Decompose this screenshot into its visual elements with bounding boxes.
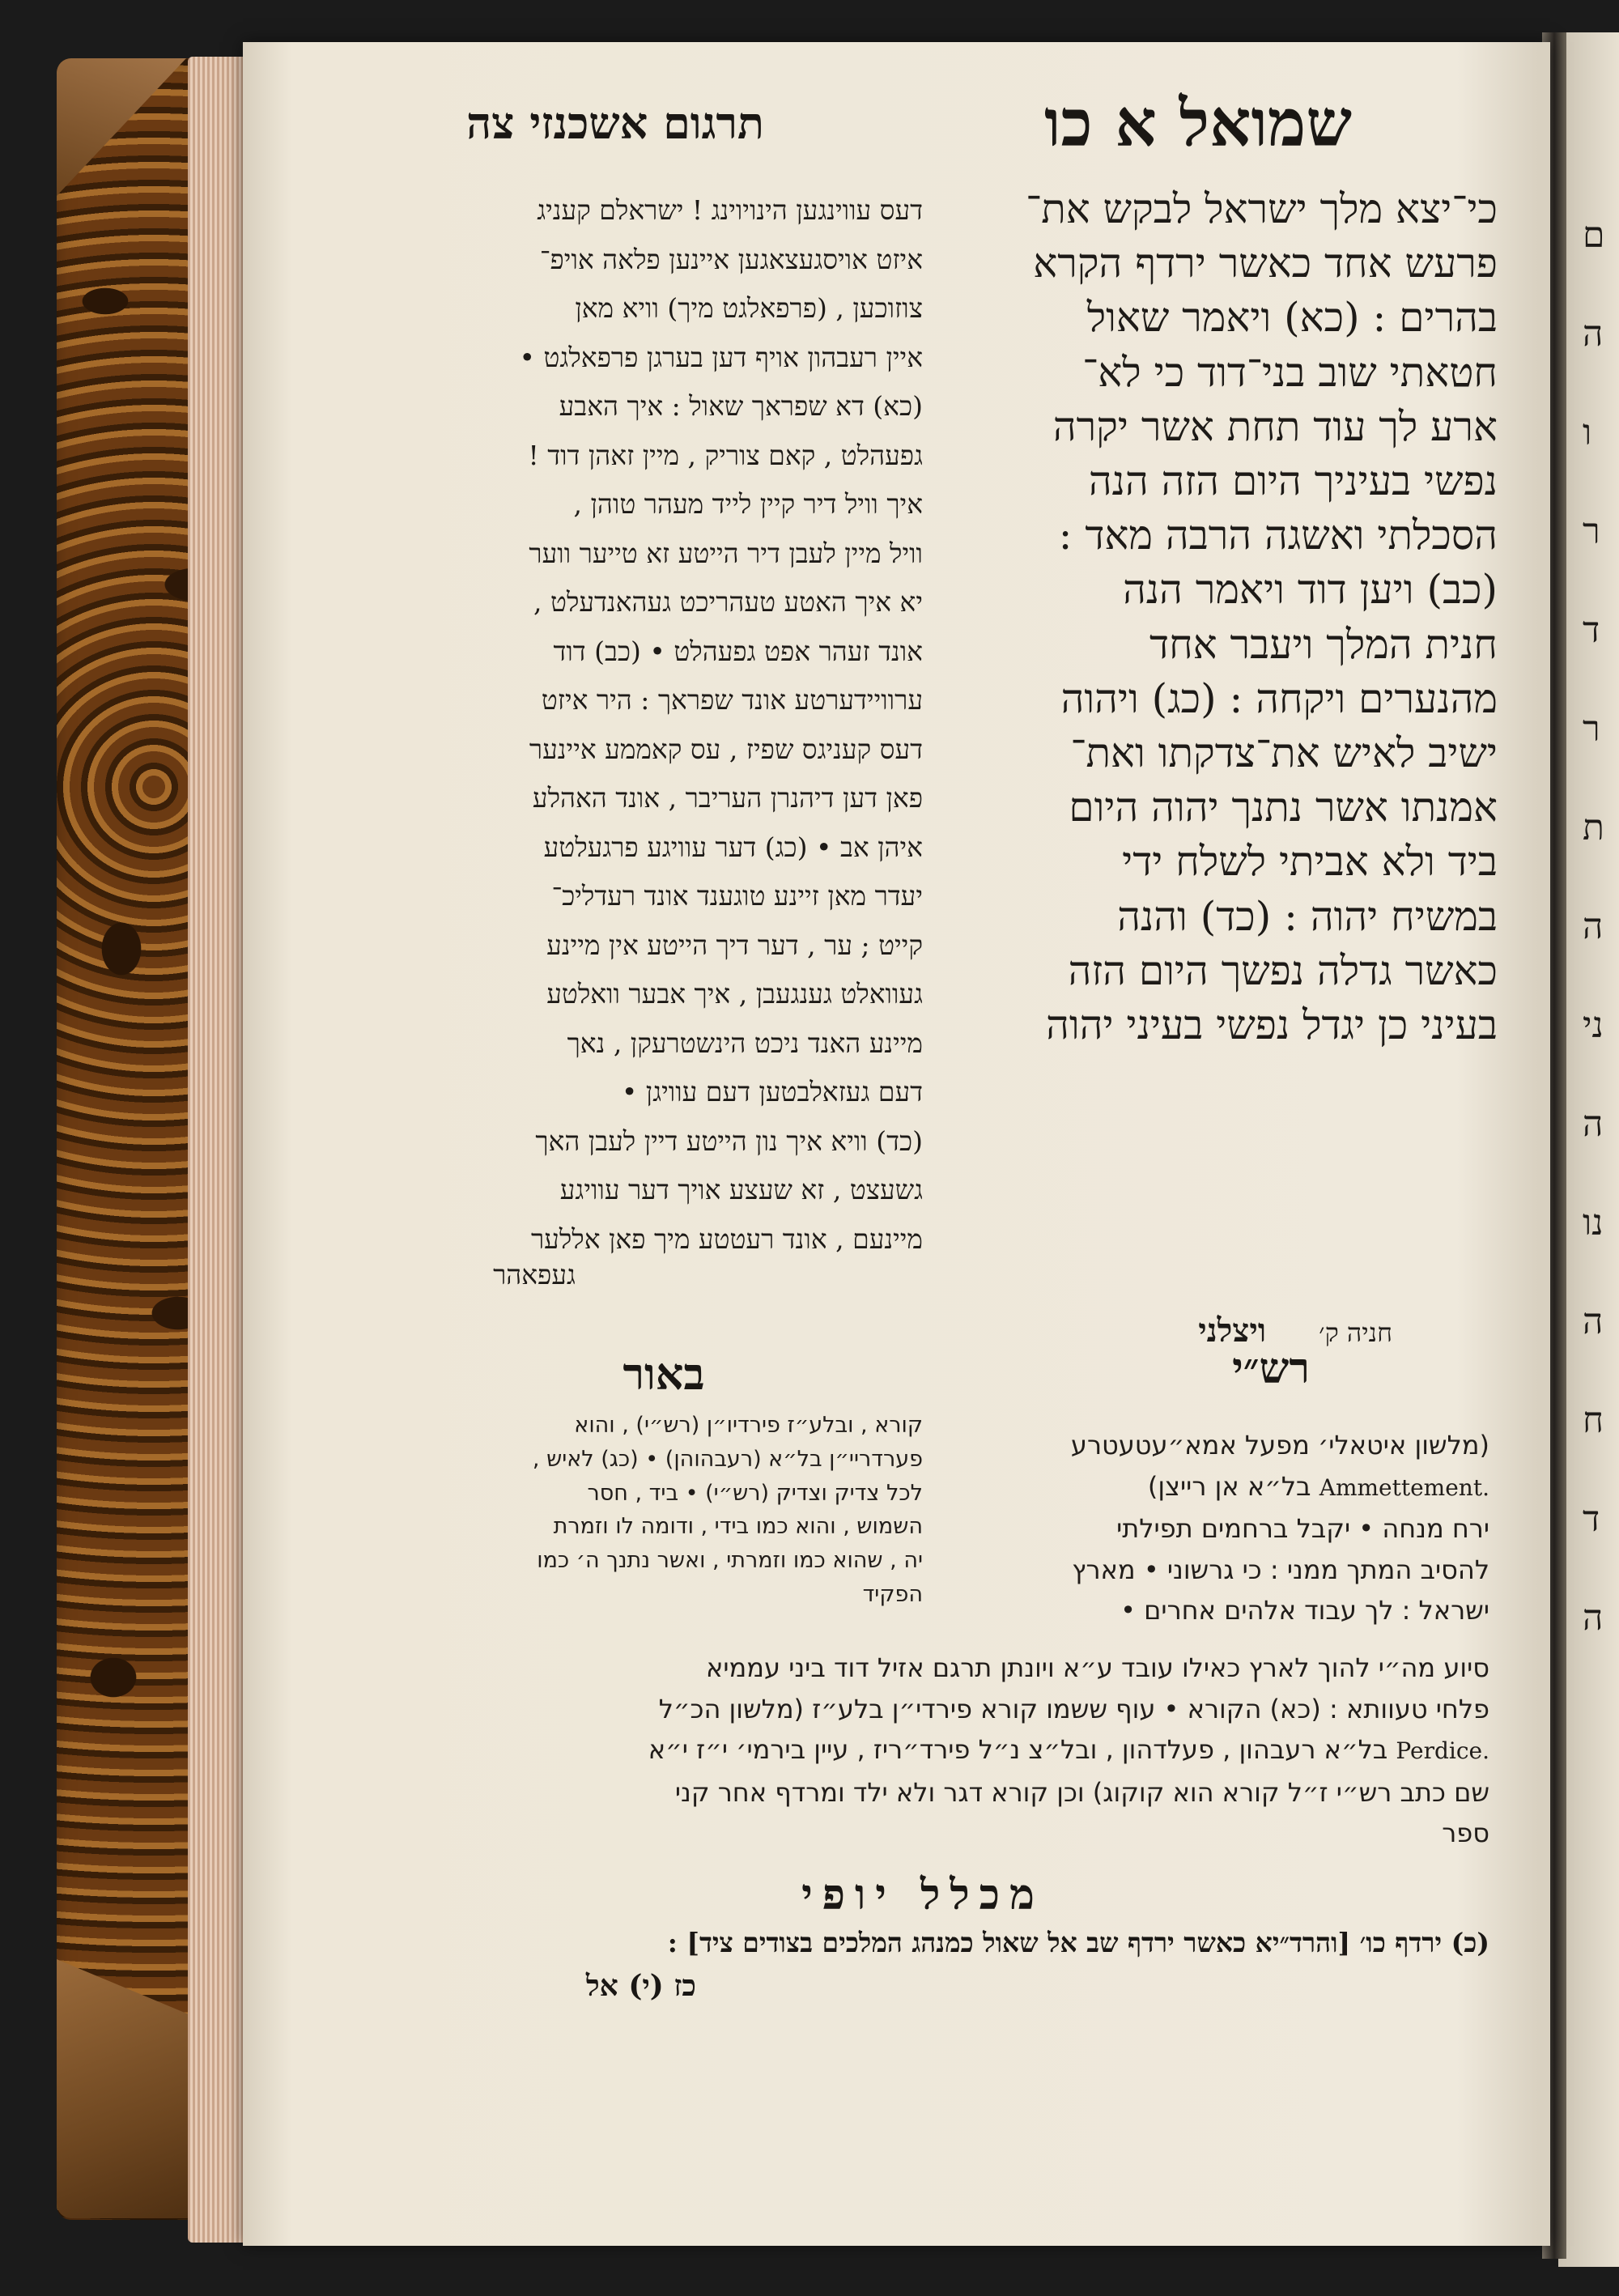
translation-line: געוואלט גענגעבן , איך אבער וואלטע bbox=[546, 978, 923, 1010]
running-head-left: תרגום אשכנזי צה bbox=[466, 97, 764, 149]
translation-line: דעס קעניגס שפיז , עס קאממע איינער bbox=[529, 733, 923, 765]
catchword-a: חניה ק׳ bbox=[1319, 1317, 1392, 1348]
yofi-note: (כ) ירדף כו׳ [והרד״יא כאשר ירדף שב אל שאול כמנהג המלכים בצודים ציד] : bbox=[667, 1927, 1489, 1958]
facing-page-fragment: ה bbox=[1583, 313, 1604, 355]
facing-page-fragment: ח bbox=[1583, 1400, 1604, 1441]
facing-page-fragment: ה bbox=[1583, 1597, 1604, 1639]
verse-line: (כב) ויען דוד ויאמר הנה bbox=[1123, 566, 1498, 614]
translation-line: אונד זעהר אפט גפעהלט • (כב) דוד bbox=[553, 635, 923, 667]
translation-line: איזט אויסגעצאגען איינען פלאה אויפ־ bbox=[539, 243, 923, 275]
translation-line: איין רעבהון אויף דען בערגן פרפאלגט • bbox=[519, 341, 923, 373]
beur-line: יה , שהוא כמו וזמרתי , ואשר נתנך ה׳ כמו bbox=[537, 1548, 923, 1574]
facing-page-fragment: ר bbox=[1583, 511, 1600, 552]
rashi-title: רש״י bbox=[1232, 1344, 1310, 1393]
beur-line: פערדריי״ן בל״א (רעבהוהן) • (כג) לאיש , bbox=[532, 1446, 923, 1472]
verse-line: כי־יצא מלך ישראל לבקש את־ bbox=[1026, 185, 1498, 232]
translation-line: גשעצט , זא שעצע אויך דער עוויגע bbox=[559, 1174, 923, 1205]
running-head-right: שמואל א כו bbox=[1044, 85, 1352, 161]
facing-page-fragment: נו bbox=[1583, 1202, 1604, 1244]
verse-column bbox=[947, 182, 1498, 1052]
translation-line: גפעהלט , קאם צוריק , מיין זאהן דוד ! bbox=[528, 439, 923, 471]
rashi-continued-line: Perdice. בל״א רעבהון , פעלדהון , ובל״צ נ״ל פירד״ריז , עיין בירמי׳ י״ז י״א bbox=[648, 1734, 1489, 1765]
verse-line: נפשי בעיניך היום הזה הנה bbox=[1088, 457, 1498, 505]
rashi-line: Ammettement. בל״א אן רייצן) bbox=[1147, 1470, 1489, 1502]
translation-line: וויל מיין לעבן דיר הייטע זא טייער ווער bbox=[529, 537, 923, 569]
facing-page-fragment: ד bbox=[1583, 610, 1600, 651]
translation-line: מיינעם , אונד רעטטע מיך פאן אללער bbox=[530, 1222, 923, 1255]
rashi-continued-line: ספר bbox=[1442, 1818, 1489, 1848]
translation-line: דעס עווינגען הינויוינג ! ישראלם קעניג bbox=[537, 194, 923, 226]
translation-line: צוזוכען , (פרפאלגט מיך) וויא מאן bbox=[575, 292, 923, 324]
verse-line: אמנתו אשר נתנך יהוה היום bbox=[1069, 784, 1498, 831]
beur-line: קורא , ובלע״ז פירדיו״ן (רש״י) , והוא bbox=[574, 1413, 923, 1438]
verse-line: כאשר גדלה נפשך היום הזה bbox=[1068, 946, 1498, 994]
verse-line: חטאתי שוב בני־דוד כי לא־ bbox=[1082, 348, 1498, 396]
rashi-commentary bbox=[955, 1425, 1489, 1631]
facing-page-fragment: ם bbox=[1583, 215, 1605, 256]
rashi-continued-line: סיוע מה״י להוך לארץ כאילו עובד ע״א ויונתן תרגם אזיל דוד ביני עממיא bbox=[705, 1652, 1489, 1683]
rashi-continued-line: שם כתב רש״י ז״ל קורא הוא קוקוג) וכן קורא דגר ולא ילד ומרדף אחר קני bbox=[674, 1776, 1489, 1808]
verse-line: בהרים : (כא) ויאמר שאול bbox=[1086, 294, 1498, 342]
verse-line: חנית המלך ויעבר אחד bbox=[1149, 620, 1498, 668]
rashi-line: להסיב המתך ממני : כי גרשוני • מארץ bbox=[1072, 1554, 1489, 1585]
rashi-line: ישראל : לך עבוד אלהים אחרים • bbox=[1120, 1595, 1489, 1626]
beur-line: לכל צדיק וצדיק (רש״י) • ביד , חסר bbox=[587, 1480, 923, 1506]
translation-line: איהן אב • (כג) דער עוויגע פרגעלטע bbox=[543, 831, 923, 863]
beur-line: השמוש , והוא כמו בידי , ודומה לו וזמרת bbox=[553, 1514, 923, 1540]
catchword-b: ויצלני bbox=[1198, 1312, 1267, 1350]
facing-page-fragment: ה bbox=[1583, 1301, 1604, 1342]
rashi-continued-line: פלחי טעוותא : (כא) הקורא • עוף ששמו קורא פירדי״ן בלע״ז (מלשון הכ״ל bbox=[658, 1693, 1489, 1724]
signature-catchword: כז (י) אל bbox=[585, 1969, 696, 2003]
verse-line: במשיח יהוה : (כד) והנה bbox=[1117, 892, 1498, 940]
translation-line: קייט ; ער , דער דיך הייטע אין מיינע bbox=[546, 929, 923, 961]
translation-line: יא איך האטע טעהריכט געהאנדעלט , bbox=[533, 586, 923, 618]
verse-line: ישיב לאיש את־צדקתו ואת־ bbox=[1070, 729, 1498, 777]
facing-page-fragment: ני bbox=[1583, 1005, 1604, 1046]
facing-page-fragment: ה bbox=[1583, 1103, 1604, 1145]
beur-commentary bbox=[356, 1409, 923, 1612]
verse-line: בעיני כן יגדל נפשי בעיני יהוה bbox=[1046, 1001, 1498, 1049]
beur-line: הפקיד bbox=[862, 1581, 923, 1607]
verse-line: מהנערים ויקחה : (כג) ויהוה bbox=[1060, 674, 1498, 722]
rashi-commentary-continued bbox=[356, 1648, 1489, 1854]
translation-line: (כא) דא שפראך שאול : איך האבע bbox=[559, 390, 923, 422]
translation-line: דעם געזאלבטען דעם עוויגן • bbox=[621, 1076, 923, 1108]
translation-line: מיינע האנד ניכט הינשטרעקן , נאך bbox=[567, 1027, 923, 1059]
translation-line: איך וויל דיר קיין לייד מעהר טוהן , bbox=[573, 488, 923, 520]
yofi-title: מכלל יופי bbox=[801, 1870, 1044, 1920]
translation-line: (כד) וויא איך נון הייטע דיין לעבן האך bbox=[535, 1125, 923, 1157]
verse-line: פרעש אחד כאשר ירדף הקרא bbox=[1033, 240, 1498, 287]
beur-title: באור bbox=[623, 1348, 705, 1400]
facing-page-fragment: ר bbox=[1583, 708, 1600, 750]
verse-line: ביד ולא אביתי לשלח ידי bbox=[1122, 838, 1498, 886]
verse-line: הסכלתי ואשגה הרבה מאד : bbox=[1058, 512, 1498, 559]
facing-page-fragment: ת bbox=[1583, 807, 1604, 848]
verse-line: ארע לך עוד תחת אשר יקרה bbox=[1052, 402, 1498, 450]
translation-line: ערוויידערטע אונד שפראך : היר איזט bbox=[541, 684, 923, 716]
facing-page-fragment: ו bbox=[1583, 412, 1592, 453]
translation-column bbox=[340, 186, 923, 1264]
translation-line: יעדר מאן זיינע טוגענד אונד רעדליכ־ bbox=[551, 880, 923, 912]
facing-page-fragment: ד bbox=[1583, 1499, 1600, 1540]
facing-page-text bbox=[1583, 186, 1619, 1668]
rashi-line: (מלשון איטאלי׳ מפעל אמא״עטעטרע bbox=[1070, 1430, 1489, 1461]
rashi-line: ירח מנחה • יקבל ברחמים תפילתי bbox=[1116, 1513, 1489, 1544]
translation-line: פאן דען דיהנרן העריבר , אונד האהלע bbox=[532, 782, 923, 814]
translation-catchword: געפאהר bbox=[493, 1259, 576, 1290]
facing-page-fragment: ה bbox=[1583, 906, 1604, 947]
